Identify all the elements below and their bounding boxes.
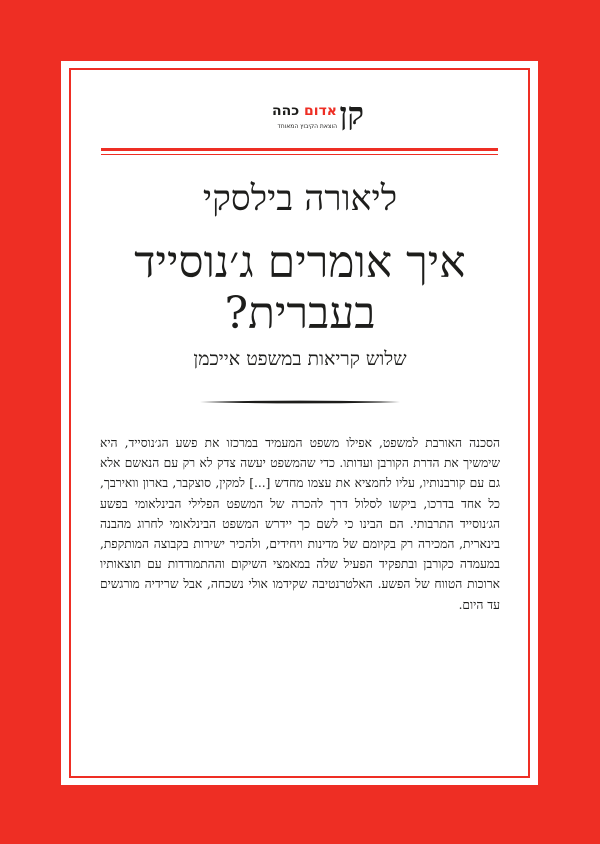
blurb-text: הסכנה האורבת למשפט, אפילו משפט המעמיד במרכזו את פשע הג׳נוסייד, היא שימשיך את הדרת הקורבן ועדותו. כדי שהמשפט יעשה צדק לא רק עם הנאשם אלא גם עם קורבנותיו, עליו לחמציא את עצמו מחדש [...] למקין, סוצקבר, בארון וואירבך, כל אחד בדרכו, ביקשו לסלול דרך להכרה של המשפט הפלילי הבינלאומי בפשע הג׳נוסייד התרבותי. הם הבינו כי לשם כך יידרש המשפט הבינלאומי לחרוג מהבנה בינארית, המכירה רק בקיומם של מדינות ויחידים, ולהכיר ישירות בקבוצה המותקפת, במעמדה כקורבן ובתפקיד הפעיל שלה במאמצי השיקום וההתמודדות עם תוצאותיו ארוכות הטווח של הפשע. האלטרנטיבה שקידמו אולי נשכחה, אבל שרידיה מורגשים עד היום. bbox=[100, 436, 500, 612]
publisher-tagline: הוצאת הקיבוץ המאוחד bbox=[277, 123, 337, 130]
top-divider bbox=[101, 148, 498, 151]
publisher-logo bbox=[240, 98, 364, 138]
publisher-name bbox=[272, 103, 337, 119]
ornament-divider bbox=[200, 396, 400, 408]
publisher-name-red: אדום bbox=[304, 103, 337, 119]
publisher-mark: קן bbox=[339, 96, 364, 132]
author-name: ליאורה בילסקי bbox=[202, 179, 398, 219]
top-divider-thin bbox=[101, 154, 498, 155]
publisher-name-dark: כהה bbox=[271, 103, 300, 119]
book-title: איך אומרים ג׳נוסייד בעברית? bbox=[134, 237, 466, 339]
cover-inner-frame bbox=[69, 68, 530, 778]
book-subtitle: שלוש קריאות במשפט אייכמן bbox=[193, 348, 407, 370]
